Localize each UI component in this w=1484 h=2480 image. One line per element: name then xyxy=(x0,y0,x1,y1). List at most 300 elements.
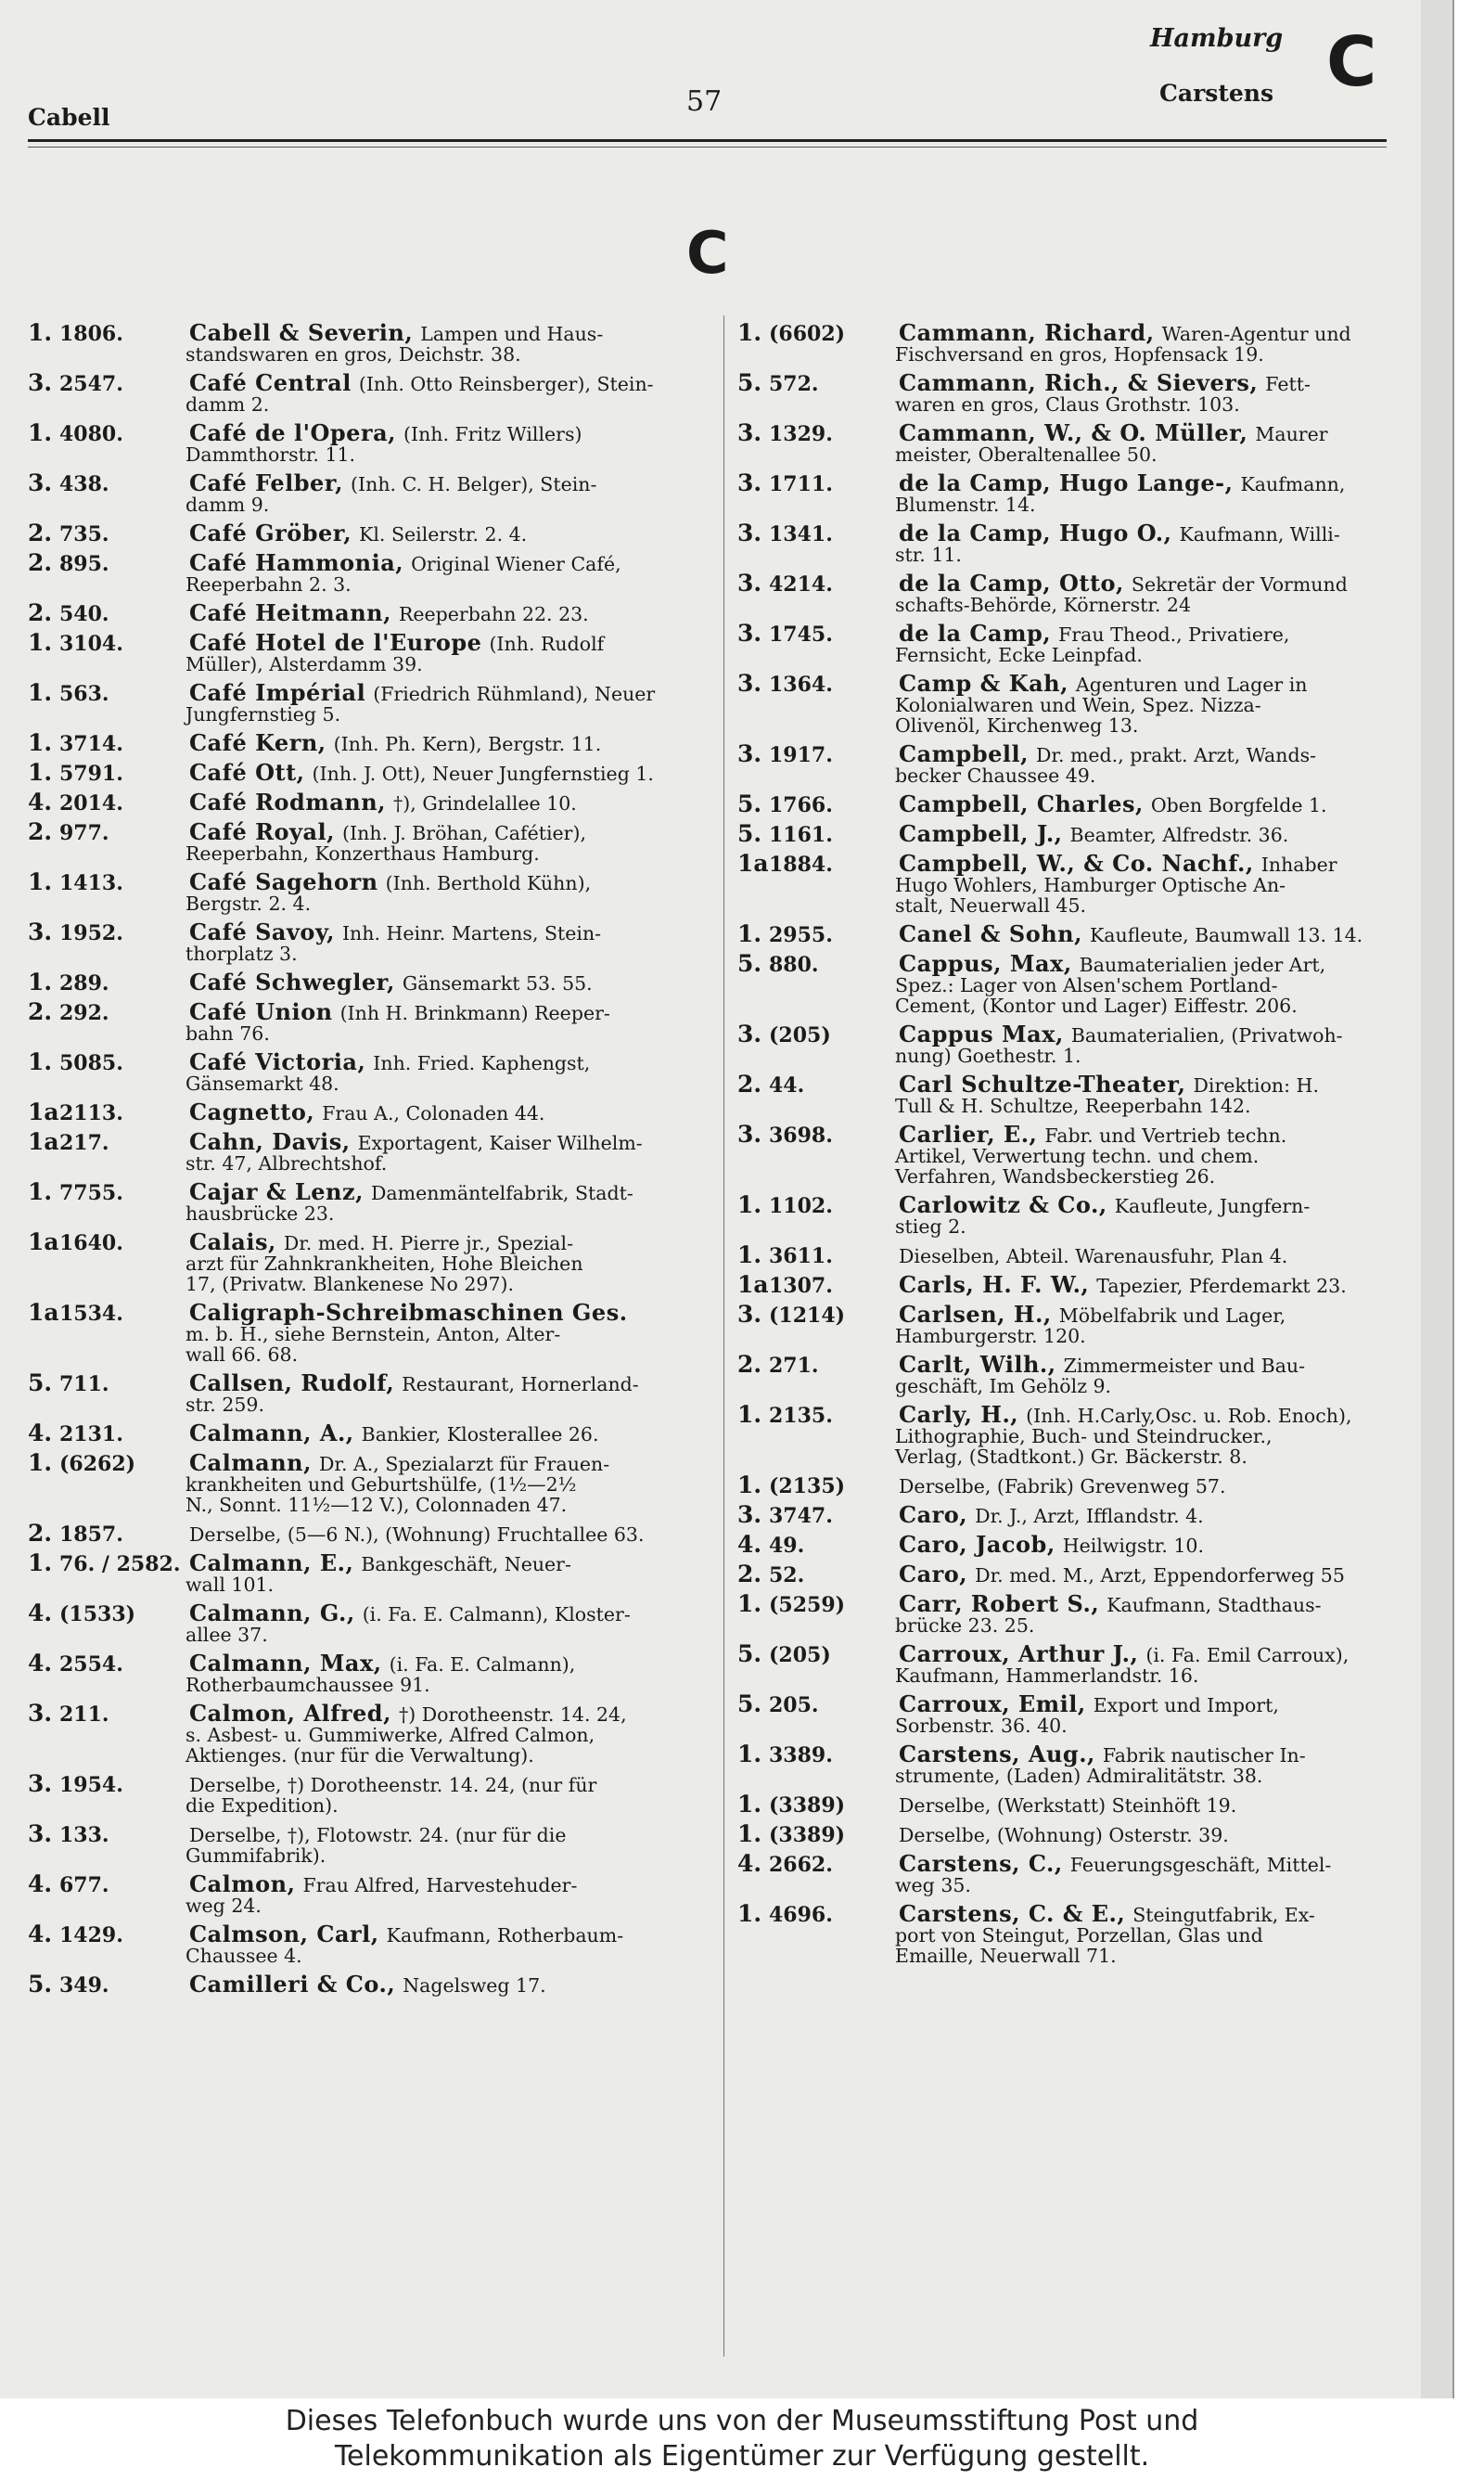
footer-line-1: Dieses Telefonbuch wurde uns von der Museumsstiftung Post und xyxy=(285,2405,1199,2437)
exchange-zone: 3. xyxy=(737,419,762,446)
subscriber-name: Caro, Jacob, xyxy=(899,1531,1055,1558)
exchange-zone: 1a xyxy=(28,1099,59,1125)
exchange-zone: 1. xyxy=(737,1820,762,1847)
phone-number: 2131. xyxy=(59,1422,123,1446)
subscriber-name: Cappus, Max, xyxy=(899,950,1072,977)
listing-first-line xyxy=(28,469,696,496)
phone-number: 5085. xyxy=(59,1051,123,1075)
listing-detail: Inh. Fried. Kaphengst, xyxy=(373,1052,591,1074)
listing-first-line xyxy=(28,1099,696,1125)
listing-first-line xyxy=(28,549,696,576)
listing-entry xyxy=(28,1048,696,1095)
exchange-zone: 3. xyxy=(28,1820,53,1847)
exchange-zone: 5. xyxy=(737,1640,762,1667)
subscriber-name: Cagnetto, xyxy=(189,1099,315,1125)
listing-continuation: port von Steingut, Porzellan, Glas und xyxy=(895,1924,1263,1947)
listing-detail: Reeperbahn 22. 23. xyxy=(398,603,589,625)
listing-first-line xyxy=(737,1820,1442,1847)
exchange-zone: 3. xyxy=(737,740,762,767)
listing-continuation: Jungfernstieg 5. xyxy=(186,703,341,726)
listing-continuation: str. 11. xyxy=(895,544,962,566)
subscriber-name: Carly, H., xyxy=(899,1401,1019,1428)
listing-continuation: meister, Oberaltenallee 50. xyxy=(895,443,1158,466)
listing-continuation: Reeperbahn 2. 3. xyxy=(186,573,352,596)
phone-number: 2662. xyxy=(769,1853,833,1877)
phone-number: 3714. xyxy=(59,732,123,756)
listing-detail: Maurer xyxy=(1255,423,1328,445)
listing-first-line xyxy=(737,1850,1442,1877)
phone-number: (3389) xyxy=(769,1793,846,1818)
listing-first-line xyxy=(28,679,696,706)
phone-number: 2554. xyxy=(59,1652,123,1677)
phone-number: 1161. xyxy=(769,823,833,847)
subscriber-name: Café Hotel de l'Europe xyxy=(189,629,482,656)
footer-note xyxy=(0,2398,1484,2480)
listing-entry xyxy=(737,1021,1442,1067)
listing-first-line xyxy=(737,620,1442,647)
phone-number: (2135) xyxy=(769,1474,846,1498)
listing-first-line xyxy=(28,1600,696,1626)
phone-number: 4696. xyxy=(769,1903,833,1927)
subscriber-name: Carstens, Aug., xyxy=(899,1741,1095,1767)
listing-detail: Derselbe, (Wohnung) Osterstr. 39. xyxy=(899,1824,1229,1846)
listing-first-line xyxy=(28,789,696,816)
listing-first-line xyxy=(737,520,1442,546)
exchange-zone: 4. xyxy=(28,1600,53,1626)
exchange-zone: 2. xyxy=(28,998,53,1025)
listing-entry xyxy=(737,1301,1442,1347)
exchange-zone: 1. xyxy=(28,729,53,756)
subscriber-name: Calais, xyxy=(189,1228,276,1255)
listing-continuation: wall 101. xyxy=(186,1574,275,1596)
listing-entry xyxy=(737,820,1442,847)
listing-first-line xyxy=(737,670,1442,697)
subscriber-name: Café Victoria, xyxy=(189,1048,366,1075)
subscriber-name: Cappus Max, xyxy=(899,1021,1064,1047)
listing-entry xyxy=(28,1700,696,1767)
listing-entry xyxy=(28,1449,696,1516)
listing-continuation: becker Chaussee 49. xyxy=(895,765,1096,787)
exchange-zone: 2. xyxy=(28,1520,53,1547)
exchange-zone: 3. xyxy=(737,570,762,597)
listing-detail: Kl. Seilerstr. 2. 4. xyxy=(359,523,528,546)
phone-number: 1534. xyxy=(59,1302,123,1326)
exchange-zone: 2. xyxy=(28,818,53,845)
subscriber-name: Carroux, Arthur J., xyxy=(899,1640,1139,1667)
subscriber-name: Cabell & Severin, xyxy=(189,319,414,346)
listing-detail: (Inh. J. Bröhan, Cafétier), xyxy=(342,822,586,844)
exchange-zone: 5. xyxy=(28,1971,53,1998)
phone-number: 2135. xyxy=(769,1404,833,1428)
listing-entry xyxy=(737,369,1442,416)
listing-continuation: strumente, (Laden) Admiralitätstr. 38. xyxy=(895,1765,1263,1787)
listing-entry xyxy=(737,469,1442,516)
phone-number: 7755. xyxy=(59,1181,123,1205)
phone-number: 1102. xyxy=(769,1194,833,1218)
listing-detail: Kaufmann, Stadthaus- xyxy=(1107,1594,1322,1616)
listing-continuation: wall 66. 68. xyxy=(186,1343,299,1366)
listing-first-line xyxy=(737,1501,1442,1528)
listing-detail: Möbelfabrik und Lager, xyxy=(1058,1304,1286,1327)
phone-number: (205) xyxy=(769,1023,831,1047)
listing-entry xyxy=(28,1870,696,1917)
listing-entry xyxy=(28,1600,696,1646)
listing-detail: Kaufmann, xyxy=(1240,473,1346,495)
listing-detail: Dr. J., Arzt, Ifflandstr. 4. xyxy=(975,1505,1204,1527)
listing-entry xyxy=(28,1099,696,1125)
listing-entry xyxy=(737,1690,1442,1737)
listing-continuation: waren en gros, Claus Grothstr. 103. xyxy=(895,393,1240,416)
listing-detail: Dr. med., prakt. Arzt, Wands- xyxy=(1035,744,1317,766)
exchange-zone: 1. xyxy=(28,969,53,996)
exchange-zone: 4. xyxy=(28,1420,53,1446)
exchange-zone: 1. xyxy=(737,1590,762,1617)
exchange-zone: 2. xyxy=(737,1071,762,1098)
subscriber-name: Cammann, Rich., & Sievers, xyxy=(899,369,1259,396)
listing-entry xyxy=(28,919,696,965)
listing-detail: Fabr. und Vertrieb techn. xyxy=(1044,1124,1287,1147)
listing-entry xyxy=(737,1401,1442,1468)
exchange-zone: 4. xyxy=(28,1921,53,1947)
listing-detail: Beamter, Alfredstr. 36. xyxy=(1069,824,1289,846)
listing-continuation: schafts-Behörde, Körnerstr. 24 xyxy=(895,594,1191,616)
listing-entry xyxy=(737,950,1442,1017)
listing-entry xyxy=(28,1820,696,1867)
exchange-zone: 3. xyxy=(28,369,53,396)
exchange-zone: 2. xyxy=(28,520,53,546)
listing-detail: Original Wiener Café, xyxy=(411,553,621,575)
phone-number: 52. xyxy=(769,1563,805,1587)
page-number: 57 xyxy=(686,85,723,118)
exchange-zone: 3. xyxy=(28,469,53,496)
right-column xyxy=(737,319,1442,1974)
listing-first-line xyxy=(737,1271,1442,1298)
listing-detail: (i. Fa. E. Calmann), Kloster- xyxy=(362,1603,631,1625)
listing-entry xyxy=(737,520,1442,566)
listing-continuation: Spez.: Lager von Alsen'schem Portland- xyxy=(895,974,1278,996)
listing-first-line xyxy=(28,1770,696,1797)
subscriber-name: Café Felber, xyxy=(189,469,344,496)
exchange-zone: 1. xyxy=(28,679,53,706)
phone-number: 1954. xyxy=(59,1773,123,1797)
phone-number: 2113. xyxy=(59,1101,123,1125)
listing-detail: Direktion: H. xyxy=(1193,1074,1319,1097)
phone-number: 1429. xyxy=(59,1923,123,1947)
phone-number: (6602) xyxy=(769,322,846,346)
listing-entry xyxy=(737,920,1442,947)
phone-number: 1952. xyxy=(59,921,123,945)
listing-entry xyxy=(737,319,1442,366)
subscriber-name: Café Union xyxy=(189,998,333,1025)
phone-number: 895. xyxy=(59,552,109,576)
listing-entry xyxy=(737,1241,1442,1268)
listing-first-line xyxy=(737,850,1442,877)
listing-first-line xyxy=(737,1121,1442,1148)
listing-detail: Kaufleute, Baumwall 13. 14. xyxy=(1089,924,1363,946)
listing-continuation: Bergstr. 2. 4. xyxy=(186,893,312,915)
listing-entry xyxy=(28,419,696,466)
exchange-zone: 2. xyxy=(28,549,53,576)
listing-first-line xyxy=(737,1590,1442,1617)
phone-number: 977. xyxy=(59,821,109,845)
phone-number: 349. xyxy=(59,1973,109,1998)
phone-number: 3747. xyxy=(769,1504,833,1528)
listing-continuation: geschäft, Im Gehölz 9. xyxy=(895,1375,1112,1397)
listing-detail: (Inh. C. H. Belger), Stein- xyxy=(351,473,597,495)
subscriber-name: Caro, xyxy=(899,1561,968,1587)
phone-number: 3611. xyxy=(769,1244,833,1268)
exchange-zone: 1. xyxy=(28,1178,53,1205)
listing-first-line xyxy=(737,820,1442,847)
phone-number: 133. xyxy=(59,1823,109,1847)
listing-continuation: brücke 23. 25. xyxy=(895,1614,1035,1637)
listing-entry xyxy=(28,1128,696,1175)
listing-entry xyxy=(28,679,696,726)
subscriber-name: de la Camp, Otto, xyxy=(899,570,1124,597)
listing-detail: (Inh. H.Carly,Osc. u. Rob. Enoch), xyxy=(1026,1405,1352,1427)
exchange-zone: 3. xyxy=(737,1501,762,1528)
listing-detail: (Inh. Ph. Kern), Bergstr. 11. xyxy=(333,733,602,755)
subscriber-name: de la Camp, xyxy=(899,620,1052,647)
phone-number: 1307. xyxy=(769,1274,833,1298)
subscriber-name: Calmann, Max, xyxy=(189,1650,382,1677)
listing-entry xyxy=(28,818,696,865)
listing-continuation: Kaufmann, Hammerlandstr. 16. xyxy=(895,1664,1199,1687)
exchange-zone: 1. xyxy=(737,920,762,947)
listing-entry xyxy=(28,868,696,915)
listing-entry xyxy=(28,369,696,416)
listing-detail: Dr. med. H. Pierre jr., Spezial- xyxy=(283,1232,574,1254)
phone-number: 1341. xyxy=(769,522,833,546)
listing-continuation: thorplatz 3. xyxy=(186,943,298,965)
listing-first-line xyxy=(28,1228,696,1255)
listing-detail: Frau Alfred, Harvestehuder- xyxy=(302,1874,578,1896)
listing-first-line xyxy=(28,1549,696,1576)
subscriber-name: Campbell, J., xyxy=(899,820,1063,847)
listing-first-line xyxy=(28,1048,696,1075)
listing-continuation: Verlag, (Stadtkont.) Gr. Bäckerstr. 8. xyxy=(895,1446,1247,1468)
listing-first-line xyxy=(28,1921,696,1947)
listing-entry xyxy=(737,1071,1442,1117)
listing-detail: (Friedrich Rühmland), Neuer xyxy=(373,683,656,705)
subscriber-name: Calmson, Carl, xyxy=(189,1921,379,1947)
listing-first-line xyxy=(28,998,696,1025)
exchange-zone: 3. xyxy=(737,520,762,546)
exchange-zone: 1. xyxy=(28,1048,53,1075)
listing-first-line xyxy=(28,599,696,626)
listing-entry xyxy=(737,1501,1442,1528)
listing-first-line xyxy=(28,1128,696,1155)
listing-continuation: Blumenstr. 14. xyxy=(895,494,1036,516)
listing-continuation: Chaussee 4. xyxy=(186,1945,302,1967)
listing-continuation: stieg 2. xyxy=(895,1215,966,1238)
listing-detail: Frau A., Colonaden 44. xyxy=(322,1102,545,1124)
listing-detail: Kaufleute, Jungfern- xyxy=(1114,1195,1311,1217)
phone-number: 292. xyxy=(59,1001,109,1025)
phone-number: 44. xyxy=(769,1073,805,1098)
listing-continuation: Lithographie, Buch- und Steindrucker., xyxy=(895,1425,1273,1447)
exchange-zone: 1a xyxy=(28,1299,59,1326)
subscriber-name: Café de l'Opera, xyxy=(189,419,396,446)
listing-entry xyxy=(737,1791,1442,1818)
listing-detail: Export und Import, xyxy=(1093,1694,1279,1716)
exchange-zone: 3. xyxy=(737,1021,762,1047)
listing-first-line xyxy=(737,1791,1442,1818)
listing-first-line xyxy=(28,1299,696,1326)
subscriber-name: Carlsen, H., xyxy=(899,1301,1052,1328)
phone-number: 1364. xyxy=(769,673,833,697)
listing-entry xyxy=(28,1369,696,1416)
subscriber-name: Canel & Sohn, xyxy=(899,920,1082,947)
exchange-zone: 5. xyxy=(737,1690,762,1717)
listing-continuation: allee 37. xyxy=(186,1624,268,1646)
phone-number: 3698. xyxy=(769,1124,833,1148)
phone-number: 3389. xyxy=(769,1743,833,1767)
listing-detail: (i. Fa. E. Calmann), xyxy=(389,1653,576,1676)
listing-continuation: Gummifabrik). xyxy=(186,1844,326,1867)
listing-detail: Heilwigstr. 10. xyxy=(1062,1535,1204,1557)
subscriber-name: Caro, xyxy=(899,1501,968,1528)
phone-number: 1806. xyxy=(59,322,123,346)
listing-entry xyxy=(737,1741,1442,1787)
listing-detail: (Inh. Fritz Willers) xyxy=(403,423,582,445)
exchange-zone: 3. xyxy=(737,620,762,647)
subscriber-name: Café Sagehorn xyxy=(189,868,378,895)
listing-first-line xyxy=(737,1471,1442,1498)
listing-continuation: Müller), Alsterdamm 39. xyxy=(186,653,423,675)
running-head-right: Carstens xyxy=(1159,80,1274,107)
subscriber-name: Carstens, C., xyxy=(899,1850,1063,1877)
subscriber-name: Café Savoy, xyxy=(189,919,335,945)
exchange-zone: 3. xyxy=(28,919,53,945)
listing-entry xyxy=(28,549,696,596)
listing-detail: Fett- xyxy=(1265,373,1311,395)
listing-continuation: bahn 76. xyxy=(186,1022,270,1045)
phone-number: 4080. xyxy=(59,422,123,446)
exchange-zone: 2. xyxy=(737,1561,762,1587)
exchange-zone: 1. xyxy=(737,1241,762,1268)
exchange-zone: 3. xyxy=(737,1301,762,1328)
phone-number: 572. xyxy=(769,372,819,396)
listing-entry xyxy=(28,1228,696,1295)
listing-detail: Dr. med. M., Arzt, Eppendorferweg 55 xyxy=(975,1564,1345,1587)
exchange-zone: 3. xyxy=(28,1770,53,1797)
listing-first-line xyxy=(737,1401,1442,1428)
subscriber-name: Café Royal, xyxy=(189,818,336,845)
listing-detail: Sekretär der Vormund xyxy=(1131,573,1348,596)
listing-detail: †) Dorotheenstr. 14. 24, xyxy=(398,1703,627,1726)
exchange-zone: 5. xyxy=(737,790,762,817)
listing-entry xyxy=(737,1191,1442,1238)
listing-first-line xyxy=(28,1520,696,1547)
listing-continuation: Fischversand en gros, Hopfensack 19. xyxy=(895,343,1264,366)
listing-continuation: Hamburgerstr. 120. xyxy=(895,1325,1086,1347)
exchange-zone: 3. xyxy=(737,670,762,697)
listing-entry xyxy=(28,1420,696,1446)
listing-first-line xyxy=(28,520,696,546)
exchange-zone: 4. xyxy=(28,789,53,816)
listing-entry xyxy=(28,1921,696,1967)
listing-entry xyxy=(737,1590,1442,1637)
subscriber-name: Café Rodmann, xyxy=(189,789,387,816)
exchange-zone: 4. xyxy=(737,1531,762,1558)
listing-detail: Derselbe, (5—6 N.), (Wohnung) Fruchtallee 63. xyxy=(189,1523,645,1546)
listing-first-line xyxy=(28,759,696,786)
listing-first-line xyxy=(28,629,696,656)
listing-detail: †), Grindelallee 10. xyxy=(393,792,577,815)
listing-entry xyxy=(28,520,696,546)
listing-first-line xyxy=(737,570,1442,597)
listing-continuation: 17, (Privatw. Blankenese No 297). xyxy=(186,1273,514,1295)
subscriber-name: de la Camp, Hugo O., xyxy=(899,520,1172,546)
listing-detail: Bankgeschäft, Neuer- xyxy=(361,1553,571,1575)
listing-entry xyxy=(737,1900,1442,1967)
listing-detail: Damenmäntelfabrik, Stadt- xyxy=(371,1182,633,1204)
phone-number: 211. xyxy=(59,1703,109,1727)
subscriber-name: Camilleri & Co., xyxy=(189,1971,396,1998)
listing-first-line xyxy=(737,950,1442,977)
exchange-zone: 1a xyxy=(737,1271,769,1298)
exchange-zone: 1. xyxy=(737,1741,762,1767)
listing-entry xyxy=(737,570,1442,616)
listing-continuation: N., Sonnt. 11½—12 V.), Colonnaden 47. xyxy=(186,1494,568,1516)
listing-detail: Kaufmann, Rotherbaum- xyxy=(386,1924,624,1947)
listing-first-line xyxy=(28,1700,696,1727)
section-heading: C xyxy=(686,219,729,287)
exchange-zone: 1. xyxy=(28,419,53,446)
phone-number: 4214. xyxy=(769,572,833,597)
listing-continuation: Emaille, Neuerwall 71. xyxy=(895,1945,1117,1967)
listing-first-line xyxy=(737,1900,1442,1927)
exchange-zone: 1. xyxy=(737,1791,762,1818)
listing-entry xyxy=(737,620,1442,666)
subscriber-name: Camp & Kah, xyxy=(899,670,1068,697)
subscriber-name: Calmann, xyxy=(189,1449,312,1476)
phone-number: (205) xyxy=(769,1643,831,1667)
exchange-zone: 1. xyxy=(737,1401,762,1428)
listing-entry xyxy=(28,599,696,626)
subscriber-name: Cammann, W., & O. Müller, xyxy=(899,419,1248,446)
listing-detail: Zimmermeister und Bau- xyxy=(1063,1355,1306,1377)
exchange-zone: 5. xyxy=(737,369,762,396)
listing-detail: Baumaterialien jeder Art, xyxy=(1079,954,1326,976)
phone-number: 735. xyxy=(59,522,109,546)
listing-detail: Agenturen und Lager in xyxy=(1075,674,1308,696)
exchange-zone: 1. xyxy=(28,1449,53,1476)
listing-first-line xyxy=(737,1531,1442,1558)
listing-detail: Lampen und Haus- xyxy=(420,323,604,345)
listing-continuation: Sorbenstr. 36. 40. xyxy=(895,1715,1068,1737)
phone-number: 205. xyxy=(769,1693,819,1717)
phone-number: (6262) xyxy=(59,1452,136,1476)
listing-entry xyxy=(28,998,696,1045)
phone-number: 540. xyxy=(59,602,109,626)
listing-first-line xyxy=(737,1351,1442,1378)
exchange-zone: 1a xyxy=(28,1128,59,1155)
listing-continuation: Dammthorstr. 11. xyxy=(186,443,356,466)
phone-number: 677. xyxy=(59,1873,109,1897)
listing-entry xyxy=(737,740,1442,787)
listing-detail: Inhaber xyxy=(1260,854,1337,876)
subscriber-name: Caligraph-Schreibmaschinen Ges. xyxy=(189,1299,628,1326)
exchange-zone: 5. xyxy=(737,950,762,977)
left-column xyxy=(28,319,696,2004)
listing-first-line xyxy=(737,1191,1442,1218)
listing-entry xyxy=(737,850,1442,917)
phone-number: 2014. xyxy=(59,791,123,816)
listing-entry xyxy=(737,1271,1442,1298)
listing-first-line xyxy=(737,1741,1442,1767)
